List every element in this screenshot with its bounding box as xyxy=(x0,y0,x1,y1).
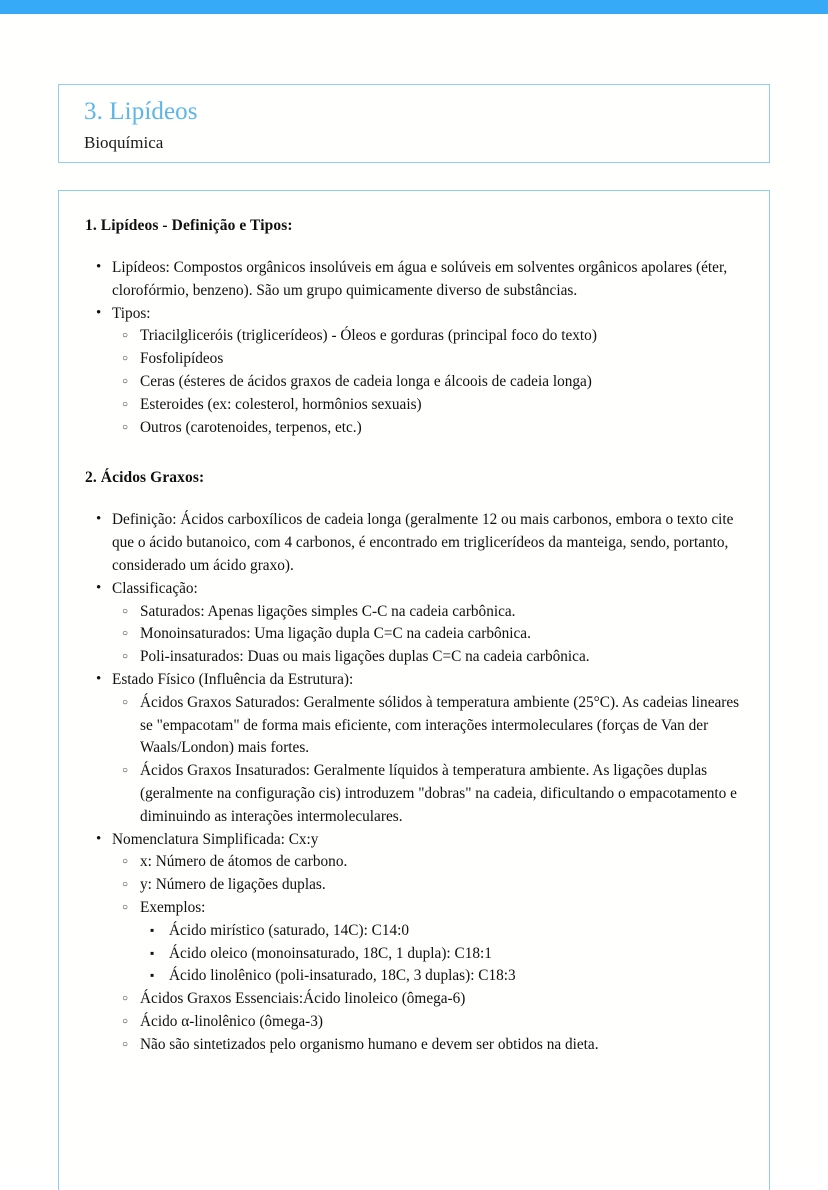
document-body-card xyxy=(58,190,770,1190)
sub-list xyxy=(112,601,745,669)
list-item-text: • Nomenclatura Simplificada: Cx:y xyxy=(112,829,745,852)
list-item-text: ▪ Ácido mirístico (saturado, 14C): C14:0 xyxy=(169,920,745,943)
page-subtitle: Bioquímica xyxy=(84,133,164,152)
list-item xyxy=(112,1034,745,1057)
list-item xyxy=(112,646,745,669)
list-item-text: ○ Ácidos Graxos Saturados: Geralmente sólidos à temperatura ambiente (25°C). As cadeias lineares se "empacotam" de forma mais eficiente, com interações intermoleculares (forças de Van der Waals/London) mais fortes. xyxy=(140,692,745,760)
sub-list xyxy=(112,851,745,1056)
list-item xyxy=(112,348,745,371)
list-item xyxy=(112,851,745,874)
list-item-text: ▪ Ácido linolênico (poli-insaturado, 18C, 3 duplas): C18:3 xyxy=(169,965,745,988)
list-item xyxy=(112,394,745,417)
list-item-text: • Definição: Ácidos carboxílicos de cadeia longa (geralmente 12 ou mais carbonos, embora o texto cite que o ácido butanoico, com 4 carbonos, é encontrado em triglicerídeos da manteiga, sendo, portanto, considerado um ácido graxo). xyxy=(112,509,745,577)
list-item-text: ○ Fosfolipídeos xyxy=(140,348,745,371)
section-heading: 2. Ácidos Graxos: xyxy=(85,469,205,487)
list-item-text: • Classificação: xyxy=(112,578,745,601)
list-item-text: ○ x: Número de átomos de carbono. xyxy=(140,851,745,874)
list-item xyxy=(112,1011,745,1034)
list-item-text: ○ Poli-insaturados: Duas ou mais ligações duplas C=C na cadeia carbônica. xyxy=(140,646,745,669)
list-item-text: ▪ Ácido oleico (monoinsaturado, 18C, 1 dupla): C18:1 xyxy=(169,943,745,966)
list-item xyxy=(112,692,745,760)
sub-list xyxy=(112,325,745,439)
list-item-text: ○ Exemplos: xyxy=(140,897,745,920)
list-item xyxy=(112,417,745,440)
list-item-text: ○ Ácidos Graxos Essenciais:Ácido linoleico (ômega-6) xyxy=(140,988,745,1011)
sub-list xyxy=(112,692,745,829)
list-item xyxy=(85,578,745,669)
list-item xyxy=(140,943,745,966)
sub-sub-list xyxy=(140,920,745,988)
list-item xyxy=(85,829,745,1057)
list-item-text: ○ Ceras (ésteres de ácidos graxos de cadeia longa e álcoois de cadeia longa) xyxy=(140,371,745,394)
list-item xyxy=(112,988,745,1011)
list-item xyxy=(112,601,745,624)
list-item xyxy=(140,920,745,943)
page-title: 3. Lipídeos xyxy=(84,98,198,125)
document-page xyxy=(0,14,828,1171)
list-item-text: ○ Saturados: Apenas ligações simples C-C na cadeia carbônica. xyxy=(140,601,745,624)
list-item xyxy=(85,509,745,577)
list-item xyxy=(140,965,745,988)
list-item xyxy=(112,325,745,348)
list-item-text: ○ Ácido α-linolênico (ômega-3) xyxy=(140,1011,745,1034)
list-item-text: ○ Esteroides (ex: colesterol, hormônios sexuais) xyxy=(140,394,745,417)
section-heading: 1. Lipídeos - Definição e Tipos: xyxy=(85,217,293,234)
list-item-text: • Estado Físico (Influência da Estrutura): xyxy=(112,669,745,692)
list-item-text: ○ Monoinsaturados: Uma ligação dupla C=C na cadeia carbônica. xyxy=(140,623,745,646)
list-item-text: • Lipídeos: Compostos orgânicos insolúveis em água e solúveis em solventes orgânicos apolares (éter, clorofórmio, benzeno). São um grupo quimicamente diverso de substâncias. xyxy=(112,257,745,303)
top-accent-bar xyxy=(0,0,828,14)
list-item xyxy=(112,874,745,897)
list-item-text: ○ y: Número de ligações duplas. xyxy=(140,874,745,897)
list-item-text: • Tipos: xyxy=(112,303,745,326)
list-item-text: ○ Não são sintetizados pelo organismo humano e devem ser obtidos na dieta. xyxy=(140,1034,745,1057)
document-header-card xyxy=(58,84,770,163)
list-item xyxy=(85,303,745,440)
list-item xyxy=(112,897,745,988)
list-item xyxy=(112,760,745,828)
list-item-text: ○ Outros (carotenoides, terpenos, etc.) xyxy=(140,417,745,440)
section-list xyxy=(85,509,745,1056)
list-item-text: ○ Ácidos Graxos Insaturados: Geralmente líquidos à temperatura ambiente. As ligações duplas (geralmente na configuração cis) introduzem "dobras" na cadeia, dificultando o empacotamento e diminuindo as interações intermoleculares. xyxy=(140,760,745,828)
list-item xyxy=(112,371,745,394)
list-item xyxy=(85,669,745,829)
list-item-text: ○ Triacilgliceróis (triglicerídeos) - Óleos e gorduras (principal foco do texto) xyxy=(140,325,745,348)
list-item xyxy=(112,623,745,646)
section-list xyxy=(85,257,745,439)
list-item xyxy=(85,257,745,303)
